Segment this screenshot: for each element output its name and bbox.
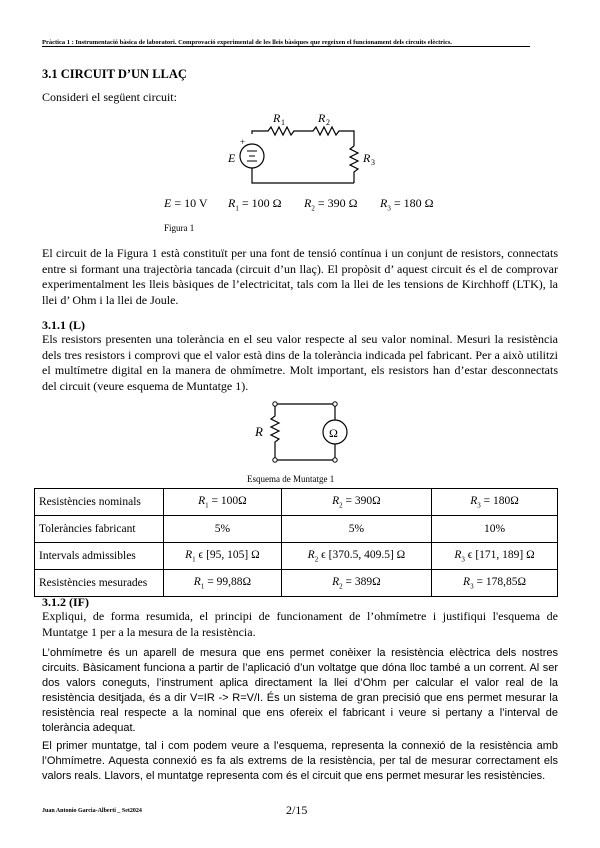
label-r1: R (273, 111, 281, 125)
paragraph-3-1-2: Expliqui, de forma resumida, el principi de funcionament de l’ohmímetre i justifiqui l'esquema de Muntatge 1 per a la mesura de la resistència. (42, 609, 558, 639)
table-row (35, 570, 558, 597)
montage-1-caption: Esquema de Muntatge 1 (247, 474, 335, 484)
value-r2: $R_2 = 390$ Ω (304, 196, 358, 213)
page-header: Pràctica 1 : Instrumentació bàsica de laboratori. Comprovació experimental de les lleis bàsiques que regeixen el funcionament dels circuits elèctrics. (42, 39, 452, 46)
paragraph-3-1-1: Els resistors presenten una tolerància en el seu valor respecte al seu valor nominal. Mesuri la resistència dels tres resistors i comprovi que el valor està dins de la tolerància indicada pel fabricant. Per a això utilitzi el multímetre digital en la manera de ohmímetre. Molt important, els resistors han d’estar desconnectats del circuit (veure esquema de Muntatge 1). (42, 332, 558, 393)
page-number: 2/15 (286, 803, 308, 817)
cell-r1: $R_1 = 99,88\Omega$ (164, 570, 282, 597)
cell-r1: $R_1$ ϵ [95, 105] Ω (164, 543, 282, 570)
row-label: Intervals admissibles (35, 543, 164, 570)
label-r1-sub: 1 (281, 118, 285, 127)
table-row (35, 516, 558, 543)
cell-r2: $R_2 = 389\Omega$ (281, 570, 431, 597)
label-r2-sub: 2 (326, 118, 330, 127)
label-r2: R (318, 111, 326, 125)
top-wire-r1-r2 (252, 127, 354, 146)
cell-r2: $R_2 = 390\Omega$ (281, 489, 431, 516)
section-title-3-1-2: 3.1.2 (IF) (42, 595, 89, 609)
section-title-3-1-1: 3.1.1 (L) (42, 318, 85, 332)
header-rule (42, 46, 530, 47)
value-e: E = 10 V (164, 196, 208, 210)
paragraph-circuit-description: El circuit de la Figura 1 està constituït per una font de tensió contínua i un conjunt de resistors, connectats entre si formant una trajectòria tancada (circuit d’un llaç). El propòsit d’ aquest circuit és el de comprovar experimentalment les lleis bàsiques de l’electricitat, tals com la llei de les tensions de Kirchhoff (LTK), la llei d’ Ohm i la llei de Joule. (42, 246, 558, 307)
answer-paragraph-1: L’ohmímetre és un aparell de mesura que ens permet conèixer la resistència elèctrica dels nostres circuits. Bàsicament funciona a partir de l’aplicació d’un voltatge que dóna lloc també a un corrent. Al ser dos valors coneguts, l’instrument aplica directament la llei d’Ohm per calcular el valor real de la resistència desitjada, és a dir V=IR -> R=V/I. És un sistema de gran precisió que ens permet mesurar la resistència real respecte a la nominal que ens ofereix el fabricant i veure si pertany a l’interval de tolerància adequat. (42, 647, 558, 734)
figure-1-caption: Figura 1 (164, 223, 195, 233)
cell-r1: $R_1 = 100\Omega$ (164, 489, 282, 516)
montage-resistor-symbol (271, 404, 279, 460)
cell-r3: $R_3$ ϵ [171, 189] Ω (432, 543, 558, 570)
resistor-r3-symbol (350, 146, 358, 183)
label-e: E (228, 151, 236, 165)
montage-top-wire (275, 404, 335, 420)
cell-r3: 10% (432, 516, 558, 543)
cell-r3: $R_3 = 178,85\Omega$ (432, 570, 558, 597)
row-label: Toleràncies fabricant (35, 516, 164, 543)
section-intro: Consideri el següent circuit: (42, 90, 177, 104)
montage-label-r: R (255, 424, 263, 439)
cell-r3: $R_3 = 180\Omega$ (432, 489, 558, 516)
value-r1: $R_1 = 100$ Ω (228, 196, 282, 213)
ohm-symbol: Ω (329, 426, 338, 440)
footer-author: Juan Antonio Garcia-Alberti _ Set2024 (42, 808, 142, 814)
label-r3-sub: 3 (371, 158, 375, 167)
montage-1-diagram (250, 396, 360, 472)
label-plus: + (240, 137, 246, 147)
figure-1-circuit (220, 106, 390, 190)
montage-bottom-wire (275, 444, 335, 460)
cell-r2: $R_2$ ϵ [370.5, 409.5] Ω (281, 543, 431, 570)
table-row (35, 543, 558, 570)
table-row (35, 489, 558, 516)
cell-r2: 5% (281, 516, 431, 543)
answer-paragraph-2: El primer muntatge, tal i com podem veure a l’esquema, representa la connexió de la resistència amb l’Ohmímetre. Aquesta connexió es fa als extrems de la resistència, per tal de mesurar correctament els valors reals. Llavors, el muntatge representa com és el circuit que ens permet mesurar les resistències. (42, 740, 558, 782)
value-r3: $R_3 = 180$ Ω (380, 196, 434, 213)
cell-r1: 5% (164, 516, 282, 543)
resistance-table (34, 488, 558, 597)
bottom-wire (252, 168, 354, 183)
row-label: Resistències mesurades (35, 570, 164, 597)
section-title-3-1: 3.1 CIRCUIT D’UN LLAÇ (42, 67, 187, 81)
label-r3: R (363, 151, 371, 165)
row-label: Resistències nominals (35, 489, 164, 516)
